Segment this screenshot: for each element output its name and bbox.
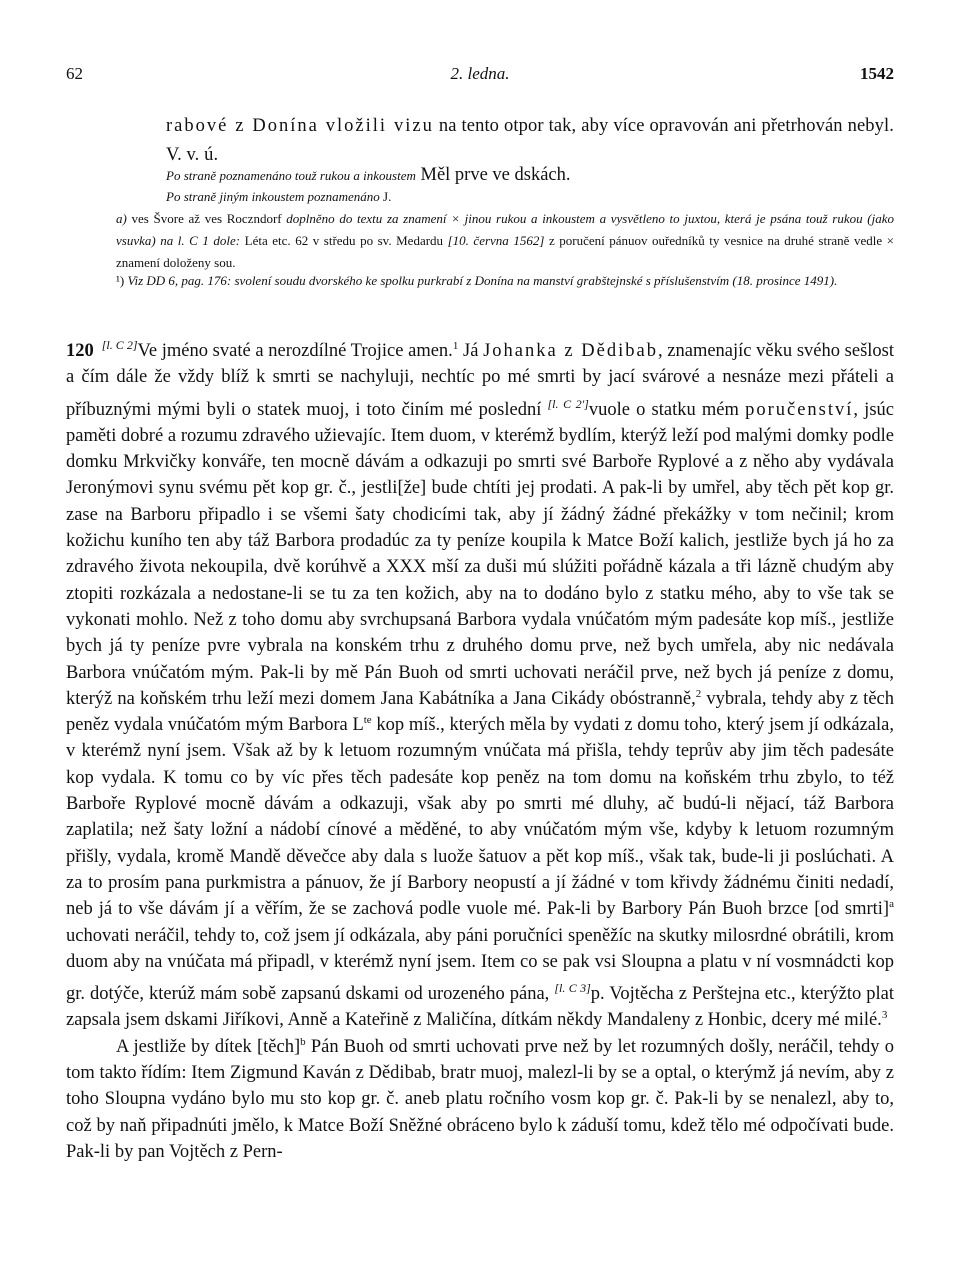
charter-text-segment: Já bbox=[458, 341, 484, 361]
footnote-ref-2: 2 bbox=[695, 687, 702, 700]
folio-ref-1: [l. C 2] bbox=[101, 338, 138, 352]
charter-text-segment: p. Vojtěcha z Perštejna etc., kterýžto plat zapsala jsem dskami Jiříkovi, Anně a Kateřině z Maličína, dítkám někdy Mandaleny z Honbic, dcery mé milé. bbox=[66, 984, 894, 1031]
note-a-text-2: Léta etc. 62 v středu po sv. Medardu bbox=[240, 233, 448, 248]
footnote-1-mark: ¹) bbox=[116, 273, 125, 288]
charter-text-segment: Ve jméno svaté a nerozdílné Trojice amen. bbox=[137, 341, 453, 361]
charter-paragraph-2 bbox=[66, 1034, 894, 1165]
running-head bbox=[66, 64, 894, 88]
continued-text: na tento otpor tak, aby více opravován ani přetrhován nebyl. V. v. ú. bbox=[166, 116, 894, 165]
footnote-ref-3: 3 bbox=[881, 1009, 888, 1022]
charter-text-segment: kop míš., kterých měla by vydati z domu toho, který jsem jí odkázala, v kterémž nyní jsem. Však až by k letuom rozumným vnúčata má přišla, tehdy teprův aby jim těch padesáte kop vydala. K tomu co by víc přes těch padesáte kop peněz na tom domu na koňském trhu zbylo, to též Barbоře Ryplové mocně dávám a odkazuji, však aby po smrti mé dluhy, ač budú-li nějací, táž Barbora zaplatila; než šaty ložní a nádobí cínové a měděné, to aby vnúčatóm mým vše, kdyby k letuom rozumným přišly, vydala, kromě Mandě děvečce aby dala s luože šatuov a pět kop míš., však tak, bude-li ji poslúchati. A za to prosím pana purkmistra a pánuov, že jí Barbory neopustí a jí žádné v tom křivdy žádnému činiti nedadí, neb já to vše dávám jí a věřím, že se zachová podle vuole mé. Pak-li by Barbory Pán Buoh brzce [od smrti] bbox=[66, 715, 894, 920]
charter-text-segment: uchovati neráčil, tehdy to, což jsem jí odkázala, aby páni poručníci speněžíc na skutky milosrdné obrátili, krom duom aby na vnúčata má připadl, v kterémž nyní jsem. Item co se pak vsi Sloupna a platu v ní vosmnádcti kop gr. dotýče, kterúž mám sobě zapsanú dskami od urozeného pána, bbox=[66, 925, 894, 1005]
footnote-1 bbox=[116, 270, 894, 292]
continued-text-spaced: rabové z Donína vložili vizu bbox=[166, 116, 434, 136]
folio-ref-2: [l. C 2'] bbox=[547, 396, 589, 411]
charter-text-segment: , jsúc paměti dobré a rozumu zdravého užievajíc. Item duom, v kterémž bydlím, kterýž leží pod malými domky podle domku Mrkvičky konváře, ten mocně dávám a odkazuji po smrti své Barbоře Ryplové a z něho aby vydávala Jeronýmovi synu svému pět kop gr. č., jestli[že] bude chtíti jej prodati. A pak-li by umřel, aby těch pět kop gr. zase na Barboru připadlo i se všemi šaty chodicími tak, aby jí žádný žádné překážky v tom nečinil; krom kožichu kuního ten aby táž Barbora prodadúc za ty peníze koupila k Matce Boží kalich, jestliže bych já ho za zdravého života nekoupila, dvě korúhvě a XXX mší za duši mú slúžiti pořádně kázala a tři lázně chudým aby ztopiti rozkázala a nedostane-li se tu za ten kožich, aby na to dodáno bylo z statku mého, aby to vše tak se vykonati mohlo. Než z toho domu aby svrchupsaná Barbora vydala vnúčatóm mým padesáte kop míš., jestliže bych já ty peníze pvre vybrala na konském trhu z druhého domu prve, než bych umřela, aby nic nedávala Barbora vnúčatóm mým. Pak-li by mě Pán Buoh od smrti uchovati neráčil prve, než bych já peníze z domu, kterýž na koňském trhu leží mezi domem Jana Kabátníka a Jana Cikády obóstranně, bbox=[66, 399, 894, 709]
charter-text-segment: vuole o statku mém bbox=[588, 399, 746, 420]
note-a-italic-2: [10. června 1562] bbox=[447, 233, 545, 248]
critical-note-a bbox=[116, 208, 894, 274]
page-number: 62 bbox=[66, 64, 83, 83]
footnote-1-text: Viz DD 6, pag. 176: svolení soudu dvorského ke spolku purkrabí z Donína na manství grabštejnské s příslušenstvím (18. prosince 1491). bbox=[124, 273, 838, 288]
footnote-ref-1: 1 bbox=[452, 339, 459, 352]
note-1-text: Měl prve ve dskách. bbox=[415, 165, 571, 185]
note-a-mark: a) bbox=[116, 211, 127, 226]
note-1-italic: Po straně poznamenáno touž rukou a inkoustem bbox=[166, 168, 416, 183]
marginal-note-2 bbox=[166, 186, 894, 208]
charter-text-segment: A jestliže by dítek [těch] bbox=[116, 1036, 301, 1057]
charter-text-segment: vybrala, tehdy aby z těch peněz vydala vnúčatóm mým Barbora L bbox=[66, 688, 894, 736]
note-a-text-3: z poručení pánuov ouředníků ty vesnice na druhé straně vedle × znamení doloženy sou. bbox=[116, 233, 894, 270]
note-2-text: J. bbox=[379, 189, 392, 204]
marginal-note-1 bbox=[166, 164, 894, 187]
header-year: 1542 bbox=[860, 64, 894, 83]
spaced-word-porucenstvi: poručenství bbox=[745, 399, 854, 420]
folio-ref-3: [l. C 3] bbox=[554, 981, 591, 996]
header-date: 2. ledna. bbox=[450, 64, 510, 83]
charter-paragraph-1 bbox=[66, 332, 894, 1034]
note-a-italic-1: doplněno do textu za znamení × jinou rukou a inkoustem a vysvětleno to juxtou, která je psána touž rukou (jako vsuvka) na l. C 1 dole: bbox=[116, 211, 894, 248]
critical-ref-a: a bbox=[889, 898, 894, 911]
note-a-text-1: ves Švore až ves Roczndorf bbox=[126, 211, 287, 226]
superscript-te: te bbox=[363, 714, 372, 726]
charter-number: 120 bbox=[66, 341, 94, 361]
continued-paragraph bbox=[166, 112, 894, 170]
charter-text bbox=[66, 332, 894, 1165]
critical-ref-b: b bbox=[300, 1035, 306, 1048]
note-2-italic: Po straně jiným inkoustem poznamenáno bbox=[166, 189, 380, 204]
charter-text-segment: Pán Buoh od smrti uchovati prve než by let rozumných došly, neráčil, tehdy o tom takto řídím: Item Zigmund Kaván z Dědibab, bratr muoj, malezl-li by se a optal, o kterýmž já nevím, aby z toho Sloupna vydáno bylo mu sto kop gr. č. aneb platu ročního vosm kop gr. č. Pak-li by se nenalezl, aby to, což by naň připadnúti jmělo, k Matce Boží Sněžné obráceno bylo k záduší tomu, kdež tělo mé odpočívati bude. Pak-li by pan Vojtěch z Pern- bbox=[66, 1036, 894, 1162]
testator-name: Johanka z Dědibab bbox=[483, 341, 658, 361]
charter-text-segment: , znamenajíc věku svého sešlost a čím dále že vždy blíž k smrti se nachyluji, nechtíc po mé smrti by jací svárové a nesnáze mezi přáteli a příbuznými mými byli o statek muoj, i toto činím mé poslední bbox=[66, 341, 894, 420]
